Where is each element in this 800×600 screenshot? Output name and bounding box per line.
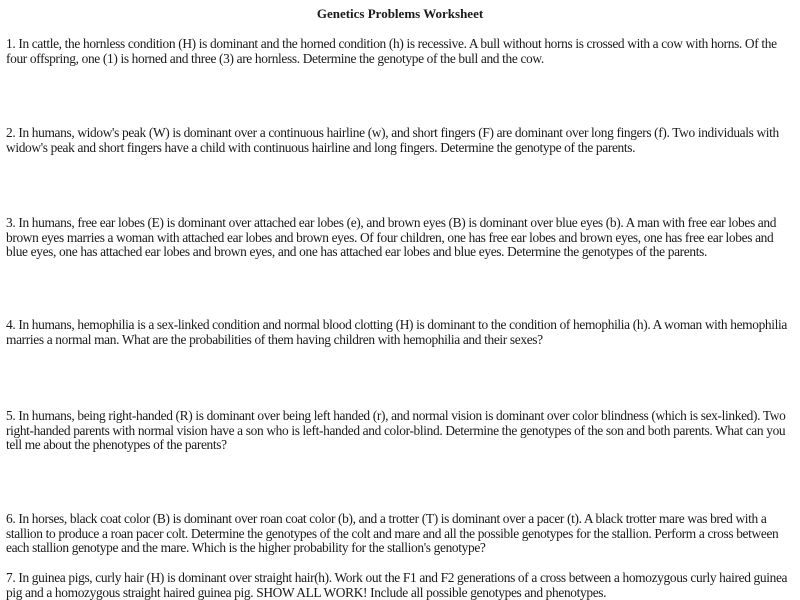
question-line: 6. In horses, black coat color (B) is dominant over roan coat color (b), and a trotter (T) is dominant over a pacer (t). A black trotter mare was bred with a <box>6 511 767 526</box>
question-line: 2. In humans, widow's peak (W) is dominant over a continuous hairline (w), and short fingers (F) are dominant over long fingers (f). Two individuals with <box>6 125 779 140</box>
question-7 <box>6 571 796 600</box>
question-2 <box>6 126 796 155</box>
question-6 <box>6 512 796 556</box>
question-line: 5. In humans, being right-handed (R) is dominant over being left handed (r), and normal vision is dominant over color blindness (which is sex-linked). Two <box>6 408 786 423</box>
question-line: brown eyes marries a woman with attached ear lobes and brown eyes. Of four children, one has free ear lobes and brown eyes, one has free ear lobes and <box>6 229 774 245</box>
question-line: marries a normal man. What are the probabilities of them having children with hemophilia and their sexes? <box>6 331 543 347</box>
question-line: right-handed parents with normal vision have a son who is left-handed and color-blind. Determine the genotypes of the son and both parents. What can you <box>6 422 786 438</box>
question-line: each stallion genotype and the mare. Which is the higher probability for the stallion's genotype? <box>6 540 486 556</box>
worksheet-title: Genetics Problems Worksheet <box>316 6 484 21</box>
question-3 <box>6 216 796 260</box>
question-line: 4. In humans, hemophilia is a sex-linked condition and normal blood clotting (H) is dominant to the condition of hemophilia (h). A woman with hemophilia <box>6 317 787 332</box>
question-line: four offspring, one (1) is horned and three (3) are hornless. Determine the genotype of the bull and the cow. <box>6 50 544 66</box>
question-line: 1. In cattle, the hornless condition (H) is dominant and the horned condition (h) is recessive. A bull without horns is crossed with a cow with horns. Of the <box>6 36 777 51</box>
question-5 <box>6 409 796 453</box>
question-line: 7. In guinea pigs, curly hair (H) is dominant over straight hair(h). Work out the F1 and F2 generations of a cross between a homozygous curly haired guinea <box>6 570 788 585</box>
question-line: widow's peak and short fingers have a child with continuous hairline and long fingers. Determine the genotype of the parents. <box>6 139 636 155</box>
question-1 <box>6 37 796 66</box>
question-line: pig and a homozygous straight haired guinea pig. SHOW ALL WORK! Include all possible genotypes and phenotypes. <box>6 584 607 600</box>
question-4 <box>6 318 796 347</box>
question-line: blue eyes, one has attached ear lobes and brown eyes, and one has attached ear lobes and blue eyes. Determine the genotypes of the parents. <box>6 244 707 260</box>
question-line: stallion to produce a roan pacer colt. Determine the genotypes of the colt and mare and all the possible genotypes for the stallion. Perform a cross between <box>6 525 779 541</box>
question-line: tell me about the phenotypes of the parents? <box>6 437 227 453</box>
question-line: 3. In humans, free ear lobes (E) is dominant over attached ear lobes (e), and brown eyes (B) is dominant over blue eyes (b). A man with free ear lobes and <box>6 215 777 230</box>
